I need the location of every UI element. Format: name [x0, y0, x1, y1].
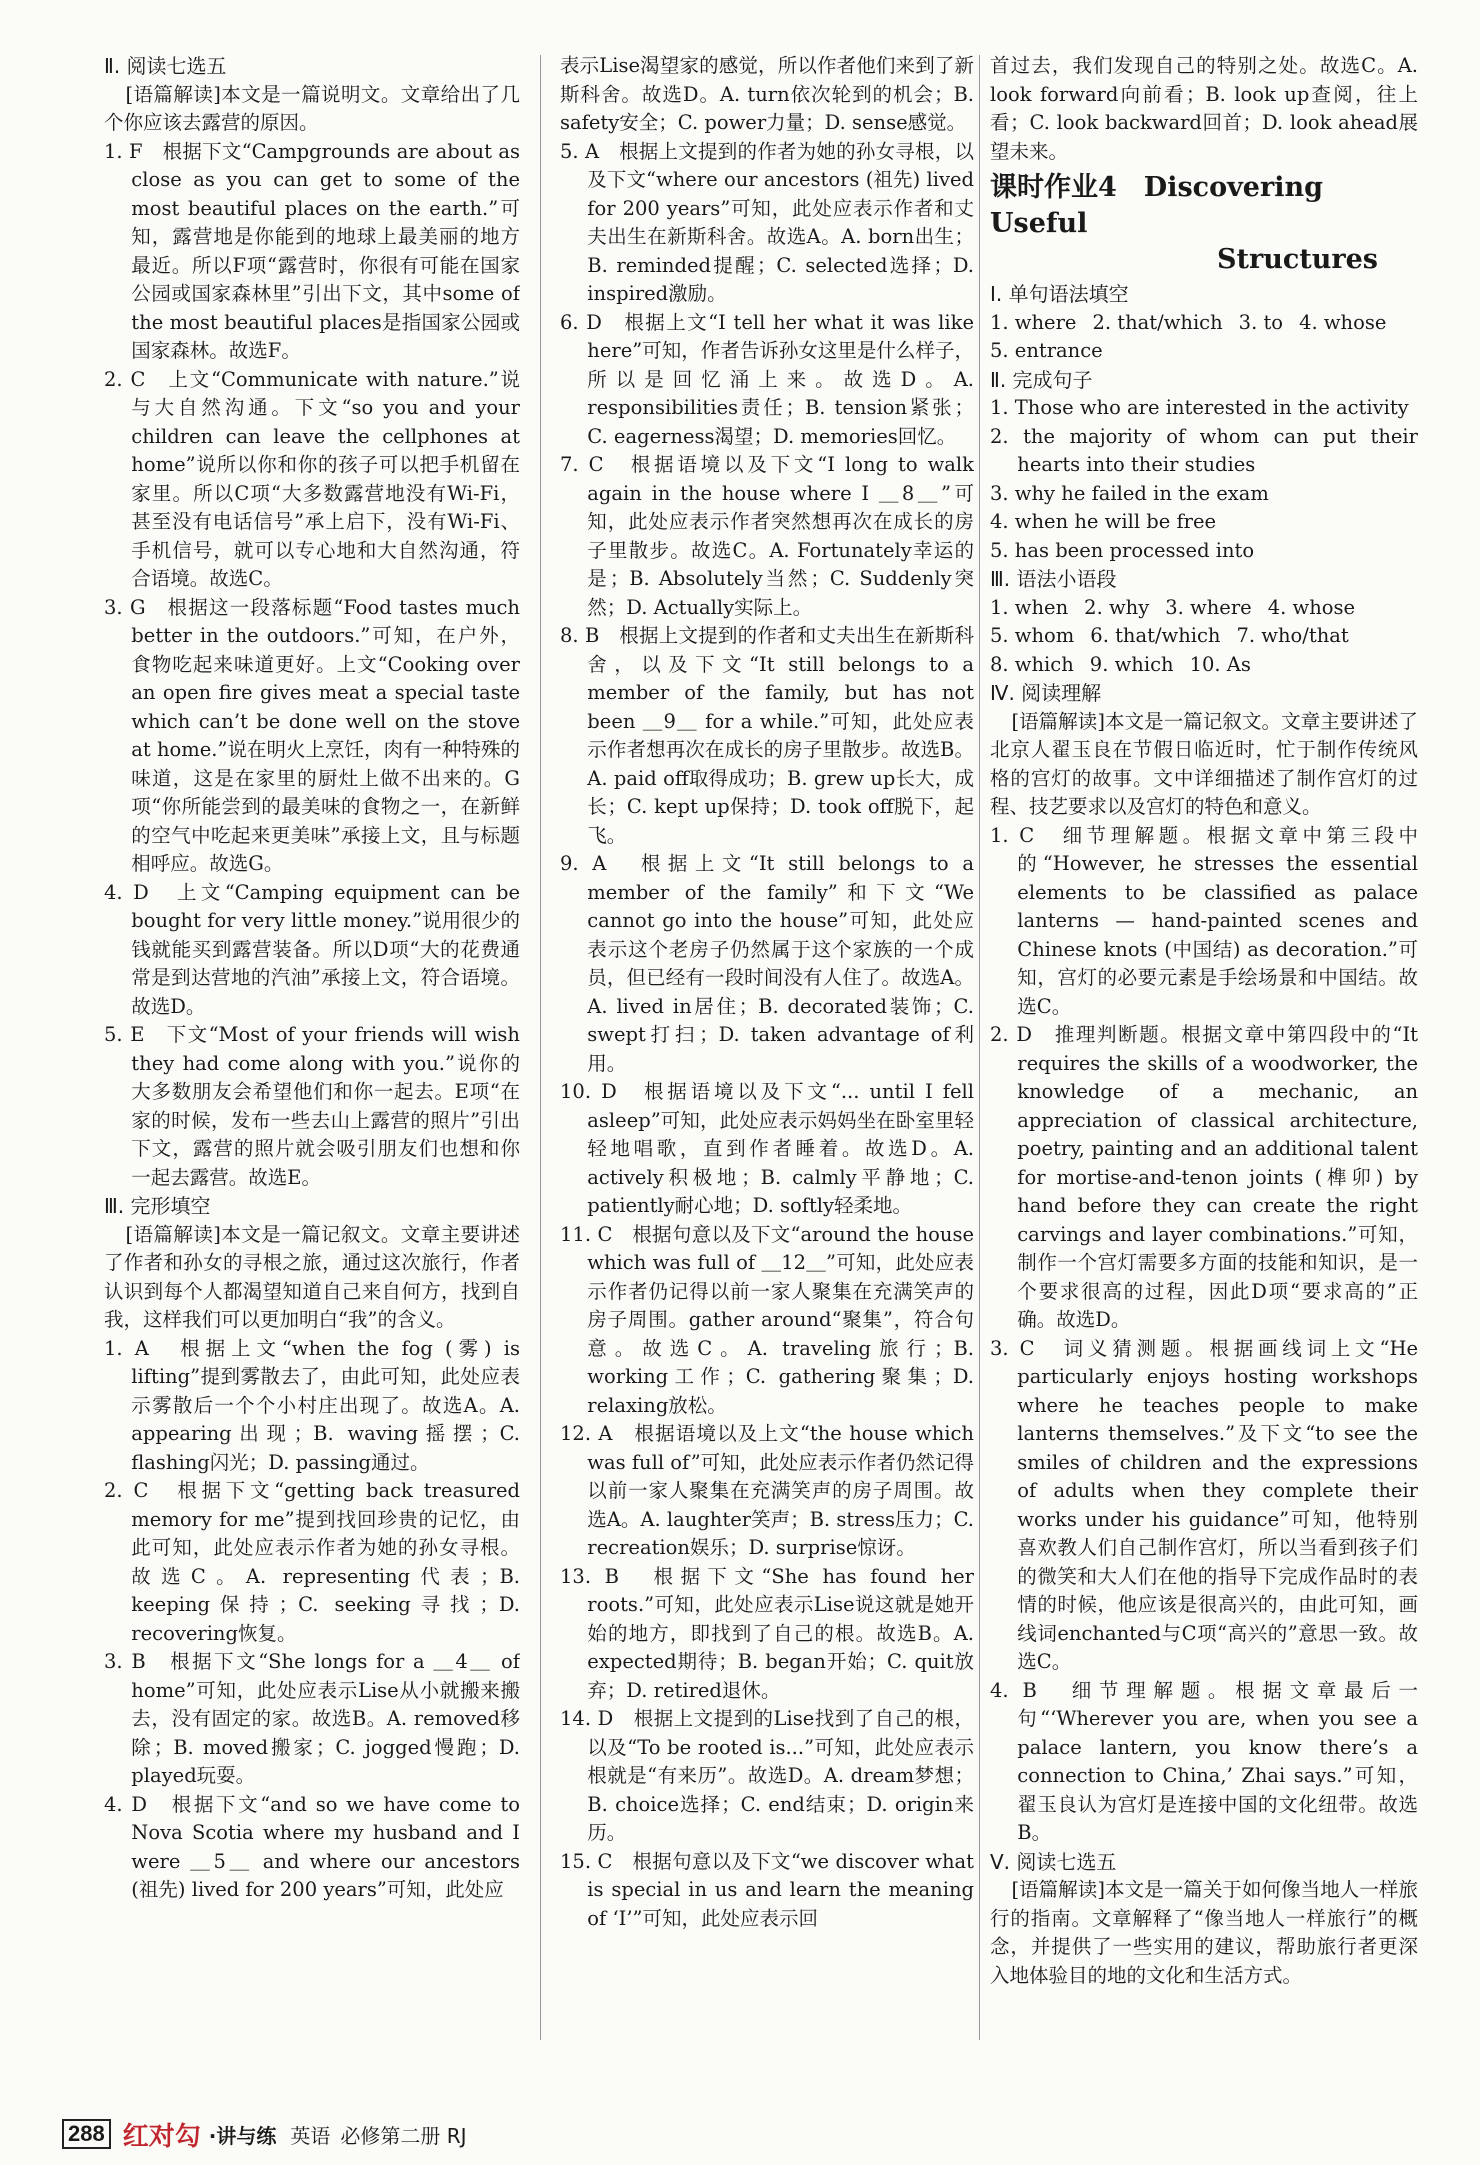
answer-paragraph: [语篇解读]本文是一篇记叙文。文章主要讲述了北京人翟玉良在节假日临近时，忙于制作传统风格的宫灯的故事。文中详细描述了制作宫灯的过程、技艺要求以及宫灯的特色和意义。	[990, 709, 1418, 818]
answer-paragraph: [语篇解读]本文是一篇关于如何像当地人一样旅行的指南。文章解释了“像当地人一样旅行”的概念，并提供了一些实用的建议，帮助旅行者更深入地体验目的地的文化和生活方式。	[990, 1878, 1418, 1987]
lesson-title-line1: 课时作业4 Discovering Useful	[990, 172, 1323, 239]
answer-column-right	[990, 52, 1418, 2050]
answer-item: 1. where	[990, 310, 1077, 334]
answer-paragraph: 2. C 上文“Communicate with nature.”说与大自然沟通。下文“so you and your children can leave the cellphones at home”说所以你和你的孩子可以把手机留在家里。所以C项“大多数露营地没有Wi-Fi，甚至没有电话信号”承上启下，没有Wi-Fi、手机信号，就可以专心地和大自然沟通，符合语境。故选C。	[104, 367, 520, 590]
answer-paragraph: 1. C 细节理解题。根据文章中第三段中的“However, he stresses the essential elements to be classified as palace lanterns — hand-painted scenes and Chinese knots (中国结) as decoration.”可知，宫灯的必要元素是手绘场景和中国结。故选C。	[990, 823, 1418, 1018]
grammar-answer-line	[990, 651, 1418, 680]
answer-item: 6. that/which	[1090, 624, 1221, 647]
answer-paragraph: 首过去，我们发现自己的特别之处。故选C。A. look forward向前看；B. look up查阅，往上看；C. look backward回首；D. look ahead展望未来。	[990, 54, 1418, 163]
answer-item: 4. whose	[1299, 310, 1387, 334]
answer-paragraph: 8. B 根据上文提到的作者和丈夫出生在新斯科舍，以及下文“It still belongs to a member of the family, but has not been ＿9＿ for a while.”可知，此处应表示作者想再次在成长的房子里散步。故选B。A. paid off取得成功；B. grew up长大，成长；C. kept up保持；D. took off脱下，起飞。	[560, 624, 974, 847]
section-heading: Ⅲ. 完形填空	[104, 1194, 211, 1218]
answer-paragraph: 5. has been processed into	[990, 538, 1255, 562]
answer-item: 2. that/which	[1092, 310, 1223, 334]
answer-item: 2. why	[1084, 595, 1150, 619]
answer-column-left	[104, 52, 520, 2050]
answer-item: 5. entrance	[990, 339, 1103, 362]
grammar-answer-line	[990, 309, 1418, 338]
answer-paragraph: 6. D 根据上文“I tell her what it was like here”可知，作者告诉孙女这里是什么样子，所以是回忆涌上来。故选D。A. responsibilities责任；B. tension紧张；C. eagerness渴望；D. memories回忆。	[560, 310, 974, 448]
answer-paragraph: 3. C 词义猜测题。根据画线词上文“He particularly enjoys hosting workshops where he teaches people to make lanterns themselves.”及下文“to see the smiles of children and the expressions of adults when they complete their works under his guidance”可知，他特别喜欢教人们自己制作宫灯，所以当看到孩子们的微笑和大人们在他的指导下完成作品时的表情的时候，他应该是很高兴的，由此可知，画线词enchanted与C项“高兴的”意思一致。故选C。	[990, 1336, 1418, 1673]
answer-item: 9. which	[1089, 652, 1174, 676]
answer-paragraph: 表示Lise渴望家的感觉，所以作者他们来到了新斯科舍。故选D。A. turn依次轮到的机会；B. safety安全；C. power力量；D. sense感觉。	[560, 54, 974, 134]
section-heading: Ⅴ. 阅读七选五	[990, 1849, 1117, 1874]
answer-item: 8. which	[990, 652, 1074, 676]
lesson-title	[990, 170, 1418, 278]
answer-paragraph: 15. C 根据句意以及下文“we discover what is special in us and learn the meaning of ‘I’”可知，此处应表示回	[560, 1849, 974, 1930]
answer-paragraph: 2. D 推理判断题。根据文章中第四段中的“It requires the skills of a woodworker, the knowledge of a mechanic, an appreciation of classical architecture, poetry, painting and an additional talent for mortise-and-tenon joints (榫卯) by hand before they can create the right carvings and layer combinations.”可知，制作一个宫灯需要多方面的技能和知识，是一个要求很高的过程，因此D项“要求高的”正确。故选D。	[990, 1023, 1418, 1331]
answer-paragraph: 14. D 根据上文提到的Lise找到了自己的根，以及“To be rooted is...”可知，此处应表示根就是“有来历”。故选D。A. dream梦想；B. choice选择；C. end结束；D. origin来历。	[560, 1707, 974, 1844]
answer-paragraph: 2. C 根据下文“getting back treasured memory for me”提到找回珍贵的记忆，由此可知，此处应表示作者为她的孙女寻根。故选C。A. representing代表；B. keeping保持；C. seeking寻找；D. recovering恢复。	[104, 1479, 520, 1645]
brand-logo: 红对勾	[122, 2121, 201, 2152]
grammar-answer-line	[990, 622, 1418, 651]
grammar-answer-line	[990, 337, 1418, 366]
section-heading: Ⅳ. 阅读理解	[990, 681, 1102, 705]
answer-item: 3. to	[1238, 310, 1284, 334]
section-heading: Ⅰ. 单句语法填空	[990, 282, 1129, 306]
section-heading: Ⅲ. 语法小语段	[990, 567, 1117, 591]
answer-paragraph: 3. B 根据下文“She longs for a ＿4＿ of home”可知，此处应表示Lise从小就搬来搬去，没有固定的家。故选B。A. removed移除；B. moved搬家；C. jogged慢跑；D. played玩耍。	[104, 1650, 520, 1787]
answer-column-middle	[560, 52, 974, 2050]
section-heading: Ⅱ. 完成句子	[990, 367, 1093, 392]
answer-paragraph: 3. why he failed in the exam	[990, 481, 1269, 505]
lesson-title-line2: Structures	[1217, 244, 1378, 275]
page-footer	[62, 2118, 477, 2150]
answer-paragraph: 4. D 上文“Camping equipment can be bought for very little money.”说用很少的钱就能买到露营装备。所以D项“大的花费通常是到达营地的汽油”承接上文，符合语境。故选D。	[104, 880, 520, 1018]
series-name: ·讲与练	[208, 2123, 277, 2148]
answer-paragraph: 3. G 根据这一段落标题“Food tastes much better in the outdoors.”可知，在户外，食物吃起来味道更好。上文“Cooking over an open fire gives meat a special taste which can’t be done well on the stove at home.”说在明火上烹饪，肉有一种特殊的味道，这是在家里的厨灶上做不出来的。G项“你所能尝到的最美味的食物之一，在新鲜的空气中吃起来更美味”承接上文，且与标题相呼应。故选G。	[104, 595, 520, 875]
answer-item: 7. who/that	[1236, 624, 1349, 647]
column-divider	[979, 55, 980, 2040]
answer-paragraph: 7. C 根据语境以及下文“I long to walk again in the house where I ＿8＿”可知，此处应表示作者突然想再次在成长的房子里散步。故选C。A. Fortunately幸运的是；B. Absolutely当然；C. Suddenly突然；D. Actually实际上。	[560, 453, 974, 619]
answer-paragraph: 1. A 根据上文“when the fog (雾) is lifting”提到雾散去了，由此可知，此处应表示雾散后一个个小村庄出现了。故选A。A. appearing出现；B. waving摇摆；C. flashing闪光；D. passing通过。	[104, 1336, 520, 1474]
answer-paragraph: 9. A 根据上文“It still belongs to a member of the family”和下文“We cannot go into the house”可知，此处应表示这个老房子仍然属于这个家族的一个成员，但已经有一段时间没有人住了。故选A。A. lived in居住；B. decorated装饰；C. swept打扫；D. taken advantage of利用。	[560, 852, 974, 1075]
answer-paragraph: 13. B 根据下文“She has found her roots.”可知，此处应表示Lise说这就是她开始的地方，即找到了自己的根。故选B。A. expected期待；B. began开始；C. quit放弃；D. retired退休。	[560, 1564, 974, 1702]
answer-paragraph: [语篇解读]本文是一篇说明文。文章给出了几个你应该去露营的原因。	[104, 82, 520, 134]
answer-paragraph: 12. A 根据语境以及上文“the house which was full of”可知，此处应表示作者仍然记得以前一家人聚集在充满笑声的房子周围。故选A。A. laughter笑声；B. stress压力；C. recreation娱乐；D. surprise惊讶。	[560, 1422, 974, 1559]
answer-item: 3. where	[1165, 595, 1252, 619]
answer-paragraph: 1. F 根据下文“Campgrounds are about as close as you can get to some of the most beautiful places on the earth.”可知，露营地是你能到的地球上最美丽的地方最近。所以F项“露营时，你很有可能在国家公园或国家森林里”引出下文，其中some of the most beautiful places是指国家公园或国家森林。故选F。	[104, 139, 520, 362]
answer-item: 5. whom	[990, 624, 1075, 647]
answer-item: 4. whose	[1267, 595, 1356, 619]
answer-paragraph: 11. C 根据句意以及下文“around the house which was full of ＿12＿”可知，此处应表示作者仍记得以前一家人聚集在充满笑声的房子周围。gather around“聚集”，符合句意。故选C。A. traveling旅行；B. working工作；C. gathering聚集；D. relaxing放松。	[560, 1222, 974, 1417]
page-number: 288	[62, 2119, 111, 2149]
answer-paragraph: 1. Those who are interested in the activity	[990, 396, 1409, 419]
answer-paragraph: 5. A 根据上文提到的作者为她的孙女寻根，以及下文“where our ancestors (祖先) lived for 200 years”可知，此处应表示作者和丈夫出生在新斯科舍。故选A。A. born出生；B. reminded提醒；C. selected选择；D. inspired激励。	[560, 139, 974, 305]
answer-paragraph: 4. D 根据下文“and so we have come to Nova Scotia where my husband and I were ＿5＿ and where our ancestors (祖先) lived for 200 years”可知，此处应	[104, 1792, 520, 1901]
answer-paragraph: 10. D 根据语境以及下文“... until I fell asleep”可知，此处应表示妈妈坐在卧室里轻轻地唱歌，直到作者睡着。故选D。A. actively积极地；B. calmly平静地；C. patiently耐心地；D. softly轻柔地。	[560, 1080, 974, 1217]
subject-label: 英语	[290, 2123, 331, 2148]
answer-paragraph: 4. when he will be free	[990, 510, 1217, 533]
section-heading: Ⅱ. 阅读七选五	[104, 54, 227, 78]
book-label: 必修第二册 RJ	[340, 2123, 467, 2148]
answer-paragraph: 4. B 细节理解题。根据文章最后一句“‘Wherever you are, when you see a palace lantern, you know there’s a connection to China,’ Zhai says.”可知，翟玉良认为宫灯是连接中国的文化纽带。故选B。	[990, 1678, 1418, 1844]
grammar-answer-line	[990, 594, 1418, 623]
answer-paragraph: [语篇解读]本文是一篇记叙文。文章主要讲述了作者和孙女的寻根之旅，通过这次旅行，作者认识到每个人都渴望知道自己来自何方，找到自我，这样我们可以更加明白“我”的含义。	[104, 1222, 520, 1331]
answer-paragraph: 5. E 下文“Most of your friends will wish they had come along with you.”说你的大多数朋友会希望他们和你一起去。E项“在家的时候，发布一些去山上露营的照片”引出下文，露营的照片就会吸引朋友们也想和你一起去露营。故选E。	[104, 1023, 520, 1189]
column-divider	[540, 55, 541, 2040]
answer-item: 1. when	[990, 595, 1069, 619]
answer-item: 10. As	[1189, 652, 1251, 676]
answer-paragraph: 2. the majority of whom can put their hearts into their studies	[990, 424, 1418, 476]
